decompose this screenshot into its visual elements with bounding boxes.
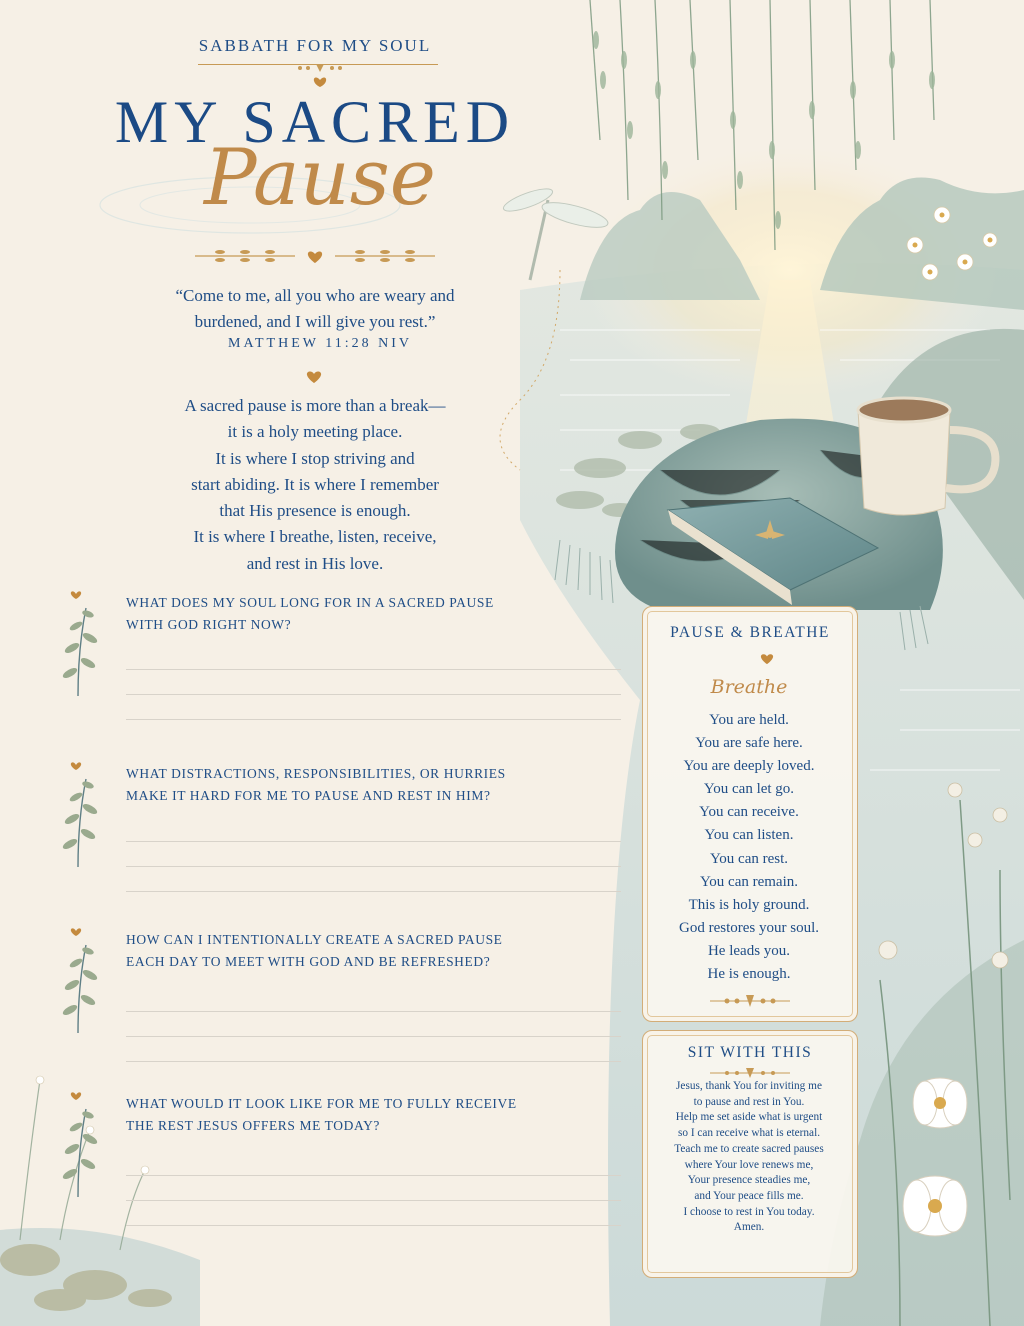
journal-prompt-3 — [60, 925, 570, 1065]
laurel-divider-icon — [190, 244, 440, 268]
writing-line[interactable] — [126, 1225, 621, 1226]
affirmation-line: You are held. — [709, 712, 789, 728]
writing-line[interactable] — [126, 669, 621, 670]
affirmation-line: You can rest. — [709, 850, 789, 867]
intro-line: and rest in His love. — [246, 553, 384, 573]
prompt-line: THE REST JESUS OFFERS ME TODAY? — [126, 1118, 381, 1133]
page-title-script: Pause — [204, 133, 436, 223]
prayer-line: so I can receive what is eternal. — [677, 1127, 821, 1140]
affirmation-line: You can receive. — [699, 804, 799, 821]
writing-line[interactable] — [126, 1200, 621, 1201]
affirmation-list — [642, 709, 856, 986]
card-heading: SIT WITH THIS — [687, 1044, 813, 1061]
prompt-line: WHAT WOULD IT LOOK LIKE FOR ME TO FULLY RECEIVE — [126, 1096, 517, 1111]
page-title: MY SACRED — [114, 89, 516, 155]
quote-line: “Come to me, all you who are weary and — [175, 286, 455, 305]
affirmation-line: He is enough. — [707, 966, 791, 983]
ornament-divider-icon — [705, 993, 795, 1009]
kicker-text: SABBATH FOR MY SOUL — [198, 36, 432, 55]
intro-line: It is where I stop striving and — [215, 448, 415, 468]
writing-line[interactable] — [126, 719, 621, 720]
prayer-line: Amen. — [733, 1221, 765, 1234]
affirmation-line: You can let go. — [703, 781, 795, 798]
writing-line[interactable] — [126, 866, 621, 867]
affirmation-line: He leads you. — [707, 942, 791, 959]
heart-icon — [306, 370, 322, 384]
ornament-divider-icon — [705, 1066, 795, 1080]
writing-line[interactable] — [126, 1175, 621, 1176]
affirmation-line: You can remain. — [699, 873, 799, 890]
intro-line: It is where I breathe, listen, receive, — [193, 527, 437, 547]
prayer-line: Your presence steadies me, — [687, 1174, 811, 1187]
journal-prompt-4 — [60, 1089, 570, 1239]
leaf-sprig-icon — [60, 759, 100, 869]
prayer-line: Teach me to create sacred pauses — [674, 1142, 824, 1155]
prompt-line: EACH DAY TO MEET WITH GOD AND BE REFRESHED? — [126, 954, 491, 969]
intro-line: start abiding. It is where I remember — [191, 474, 439, 494]
journal-prompt-2 — [60, 759, 570, 899]
leaf-sprig-icon — [60, 588, 100, 698]
prompt-line: MAKE IT HARD FOR ME TO PAUSE AND REST IN HIM? — [126, 788, 491, 803]
intro-line: that His presence is enough. — [219, 501, 411, 521]
intro-line: it is a holy meeting place. — [227, 422, 403, 442]
prayer-line: and Your peace fills me. — [694, 1189, 804, 1202]
affirmation-line: You can listen. — [704, 827, 794, 844]
writing-line[interactable] — [126, 1036, 621, 1037]
writing-line[interactable] — [126, 891, 621, 892]
scripture-citation: MATTHEW 11:28 NIV — [228, 336, 412, 351]
prayer-line: I choose to rest in You today. — [683, 1205, 815, 1218]
prayer-line: Jesus, thank You for inviting me — [676, 1080, 822, 1092]
heart-icon — [760, 653, 774, 665]
affirmation-line: You are safe here. — [695, 735, 803, 752]
writing-line[interactable] — [126, 694, 621, 695]
scripture-quote — [120, 283, 510, 335]
prompt-line: WITH GOD RIGHT NOW? — [126, 617, 292, 632]
prompt-question — [126, 929, 546, 973]
prayer-line: to pause and rest in You. — [693, 1095, 805, 1108]
intro-line: A sacred pause is more than a break— — [184, 396, 446, 415]
breathe-script-label: Breathe — [710, 676, 788, 698]
journal-prompt-1 — [60, 588, 570, 728]
card-heading: PAUSE & BREATHE — [670, 624, 830, 641]
writing-line[interactable] — [126, 841, 621, 842]
affirmation-line: You are deeply loved. — [683, 758, 815, 775]
prayer-text — [650, 1079, 848, 1236]
leaf-sprig-icon — [60, 1089, 100, 1199]
writing-line[interactable] — [126, 1011, 621, 1012]
writing-line[interactable] — [126, 1061, 621, 1062]
affirmation-line: This is holy ground. — [688, 896, 810, 913]
prompt-question — [126, 1093, 546, 1137]
prompt-question — [126, 763, 546, 807]
quote-line: burdened, and I will give you rest.” — [194, 312, 436, 331]
intro-paragraph — [120, 393, 510, 577]
affirmation-line: God restores your soul. — [679, 919, 819, 936]
prompt-line: WHAT DOES MY SOUL LONG FOR IN A SACRED PAUSE — [126, 595, 494, 610]
prompt-line: WHAT DISTRACTIONS, RESPONSIBILITIES, OR HURRIES — [126, 766, 506, 781]
leaf-sprig-icon — [60, 925, 100, 1035]
prayer-line: where Your love renews me, — [684, 1158, 814, 1171]
prayer-line: Help me set aside what is urgent — [675, 1111, 823, 1124]
prompt-line: HOW CAN I INTENTIONALLY CREATE A SACRED PAUSE — [126, 932, 503, 947]
prompt-question — [126, 592, 546, 636]
